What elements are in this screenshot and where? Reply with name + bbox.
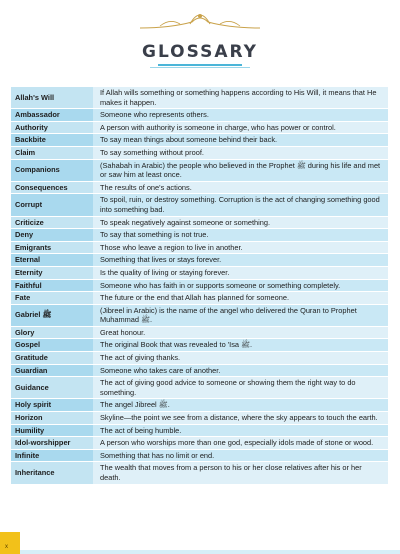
glossary-term: Idol-worshipper [11,437,93,449]
glossary-row [11,160,388,181]
glossary-term: Guardian [11,365,93,377]
glossary-definition: To say mean things about someone behind their back. [93,134,388,146]
glossary-term: Emigrants [11,242,93,254]
title-underline-thin [150,67,250,68]
glossary-definition: Something that has no limit or end. [93,450,388,462]
glossary-definition: The act of being humble. [93,425,388,437]
glossary-row [11,305,388,326]
glossary-term: Gabriel ﷺ [11,305,93,326]
glossary-definition: Someone who represents others. [93,109,388,121]
glossary-term: Claim [11,147,93,159]
glossary-row [11,87,388,108]
glossary-definition: To speak negatively against someone or something. [93,217,388,229]
glossary-term: Fate [11,292,93,304]
glossary-row [11,339,388,351]
footer-bar [20,550,400,554]
glossary-term: Inheritance [11,462,93,483]
glossary-term: Infinite [11,450,93,462]
glossary-definition: Is the quality of living or staying forever. [93,267,388,279]
glossary-definition: To say something without proof. [93,147,388,159]
glossary-row [11,194,388,215]
glossary-definition: (Sahabah in Arabic) the people who believed in the Prophet ﷺ during his life and met or saw him at least once. [93,160,388,181]
glossary-row [11,267,388,279]
glossary-row [11,450,388,462]
glossary-row [11,147,388,159]
glossary-definition: The wealth that moves from a person to his or her close relatives after his or her death. [93,462,388,483]
page-number: x [5,544,8,550]
glossary-term: Humility [11,425,93,437]
glossary-term: Ambassador [11,109,93,121]
glossary-definition: The act of giving thanks. [93,352,388,364]
glossary-row [11,437,388,449]
title-container [0,40,400,64]
glossary-row [11,109,388,121]
glossary-row [11,412,388,424]
glossary-row [11,462,388,483]
glossary-definition: Skyline—the point we see from a distance, where the sky appears to touch the earth. [93,412,388,424]
glossary-definition: The act of giving good advice to someone or showing them the right way to do something. [93,377,388,398]
glossary-row [11,182,388,194]
page-corner [0,532,20,554]
glossary-definition: A person who worships more than one god, especially idols made of stone or wood. [93,437,388,449]
glossary-definition: (Jibreel in Arabic) is the name of the angel who delivered the Quran to Prophet Muhammad ﷺ. [93,305,388,326]
glossary-row [11,399,388,411]
glossary-definition: Great honour. [93,327,388,339]
glossary-term: Backbite [11,134,93,146]
glossary-term: Horizon [11,412,93,424]
glossary-table [11,86,388,485]
ornament-icon [130,4,270,34]
glossary-row [11,365,388,377]
glossary-term: Criticize [11,217,93,229]
glossary-row [11,280,388,292]
glossary-definition: Those who leave a region to live in another. [93,242,388,254]
glossary-definition: If Allah wills something or something happens according to His Will, it means that He makes it happen. [93,87,388,108]
page-title: GLOSSARY [136,40,264,64]
glossary-term: Gospel [11,339,93,351]
glossary-term: Corrupt [11,194,93,215]
glossary-definition: To say that something is not true. [93,229,388,241]
glossary-term: Companions [11,160,93,181]
glossary-definition: The original Book that was revealed to 'Isa ﷺ. [93,339,388,351]
glossary-term: Faithful [11,280,93,292]
glossary-term: Guidance [11,377,93,398]
glossary-row [11,352,388,364]
glossary-term: Consequences [11,182,93,194]
glossary-definition: The angel Jibreel ﷺ. [93,399,388,411]
glossary-term: Eternity [11,267,93,279]
glossary-row [11,327,388,339]
glossary-row [11,377,388,398]
glossary-row [11,134,388,146]
glossary-row [11,425,388,437]
glossary-row [11,292,388,304]
glossary-definition: The future or the end that Allah has planned for someone. [93,292,388,304]
glossary-term: Allah's Will [11,87,93,108]
glossary-term: Eternal [11,254,93,266]
glossary-term: Deny [11,229,93,241]
glossary-definition: A person with authority is someone in charge, who has power or control. [93,122,388,134]
glossary-row [11,122,388,134]
glossary-row [11,242,388,254]
glossary-definition: Something that lives or stays forever. [93,254,388,266]
glossary-term: Gratitude [11,352,93,364]
glossary-row [11,229,388,241]
glossary-definition: To spoil, ruin, or destroy something. Corruption is the act of changing something good into something bad. [93,194,388,215]
glossary-term: Glory [11,327,93,339]
glossary-term: Holy spirit [11,399,93,411]
glossary-row [11,217,388,229]
glossary-definition: The results of one's actions. [93,182,388,194]
glossary-row [11,254,388,266]
glossary-term: Authority [11,122,93,134]
glossary-definition: Someone who has faith in or supports someone or something completely. [93,280,388,292]
glossary-definition: Someone who takes care of another. [93,365,388,377]
title-underline [158,64,242,66]
